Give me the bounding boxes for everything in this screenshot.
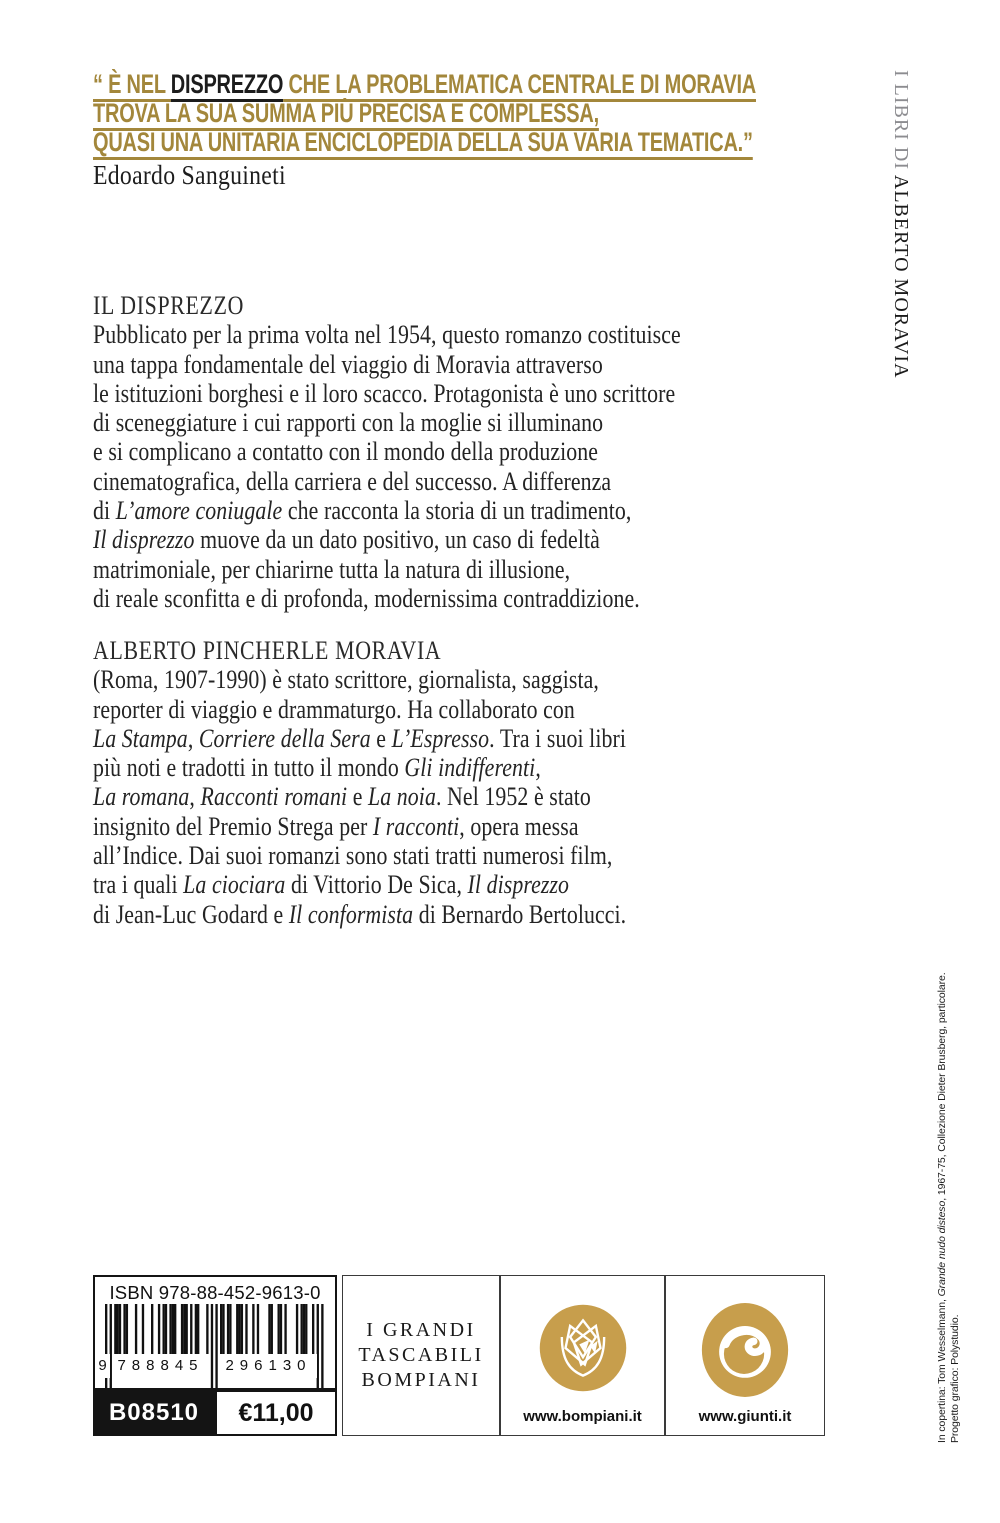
barcode-digits-right: 296130 [220, 1354, 317, 1378]
quote-attribution: Edoardo Sanguineti [93, 160, 286, 190]
barcode-digit-lead: 9 [95, 1354, 110, 1378]
text-line: all’Indice. Dai suoi romanzi sono stati tratti numerosi film, [93, 841, 613, 871]
text-line: di L’amore coniugale che racconta la storia di un tradimento, [93, 496, 632, 526]
imprint-box [342, 1275, 500, 1436]
text-line: di reale sconfitta e di profonda, modernissima contraddizione. [93, 583, 640, 613]
cover-credits [936, 953, 962, 1443]
giunti-url: www.giunti.it [698, 1408, 792, 1425]
text-line: Pubblicato per la prima volta nel 1954, questo romanzo costituisce [93, 320, 681, 350]
text-line: La Stampa, Corriere della Sera e L’Espresso. Tra i suoi libri [93, 723, 626, 753]
price: €11,00 [215, 1390, 337, 1436]
publisher-code: B08510 [93, 1390, 215, 1436]
imprint-line: I GRANDI [366, 1319, 476, 1341]
text-line: Progetto grafico: Polystudio. [949, 1314, 961, 1443]
text-line: reporter di viaggio e drammaturgo. Ha collaborato con [93, 694, 575, 724]
text-line: QUASI UNA UNITARIA ENCICLOPEDIA DELLA SUA VARIA TEMATICA.” [93, 127, 753, 157]
text-line: più noti e tradotti in tutto il mondo Gli indifferenti, [93, 753, 541, 783]
synopsis-text [93, 320, 849, 613]
text-line: In copertina: Tom Wesselmann, Grande nudo disteso, 1967-75, Collezione Dieter Brusberg, particolare. [936, 972, 948, 1443]
imprint-line: TASCABILI [358, 1344, 484, 1366]
bompiani-logo-box [500, 1275, 665, 1436]
author-bio-title: ALBERTO PINCHERLE MORAVIA [93, 636, 442, 665]
text-line: “ È NEL DISPREZZO CHE LA PROBLEMATICA CENTRALE DI MORAVIA [93, 69, 756, 99]
text-line: cinematografica, della carriera e del successo. A differenza [93, 466, 612, 496]
price-row [93, 1390, 337, 1436]
bompiani-flower-icon [537, 1302, 629, 1394]
text-line: le istituzioni borghesi e il loro scacco. Protagonista è uno scrittore [93, 378, 676, 408]
text-line: La romana, Racconti romani e La noia. Nel 1952 è stato [93, 782, 591, 812]
text-line: (Roma, 1907-1990) è stato scrittore, giornalista, saggista, [93, 665, 599, 695]
isbn-label: ISBN 978-88-452-9613-0 [109, 1282, 321, 1303]
spine-author-name: ALBERTO MORAVIA [890, 174, 912, 379]
text-line: di Jean-Luc Godard e Il conformista di Bernardo Bertolucci. [93, 899, 627, 929]
author-bio-text [93, 665, 849, 929]
text-line: insignito del Premio Strega per I racconti, opera messa [93, 811, 579, 841]
barcode-box [93, 1275, 337, 1390]
barcode-digits-left: 788845 [112, 1354, 209, 1378]
text-line: di sceneggiature i cui rapporti con la moglie si illuminano [93, 408, 604, 438]
text-line: Il disprezzo muove da un dato positivo, un caso di fedeltà [93, 525, 600, 555]
text-line: tra i quali La ciociara di Vittorio De Sica, Il disprezzo [93, 870, 570, 900]
text-line: e si complicano a contatto con il mondo della produzione [93, 437, 599, 467]
text-line: una tappa fondamentale del viaggio di Moravia attraverso [93, 349, 603, 379]
text-line: matrimoniale, per chiarirne tutta la natura di illusione, [93, 554, 571, 584]
synopsis-section [93, 291, 993, 613]
giunti-swirl-icon [699, 1302, 791, 1398]
imprint-line: BOMPIANI [361, 1369, 481, 1391]
critic-quote [93, 70, 818, 157]
text-line: TROVA LA SUA SUMMA PIÙ PRECISA E COMPLESSA, [93, 98, 599, 128]
bompiani-url: www.bompiani.it [523, 1408, 642, 1425]
synopsis-title: IL DISPREZZO [93, 291, 245, 320]
giunti-logo-box [665, 1275, 825, 1436]
author-bio-section [93, 636, 993, 929]
spine-series-text: I LIBRI DI [890, 70, 912, 175]
